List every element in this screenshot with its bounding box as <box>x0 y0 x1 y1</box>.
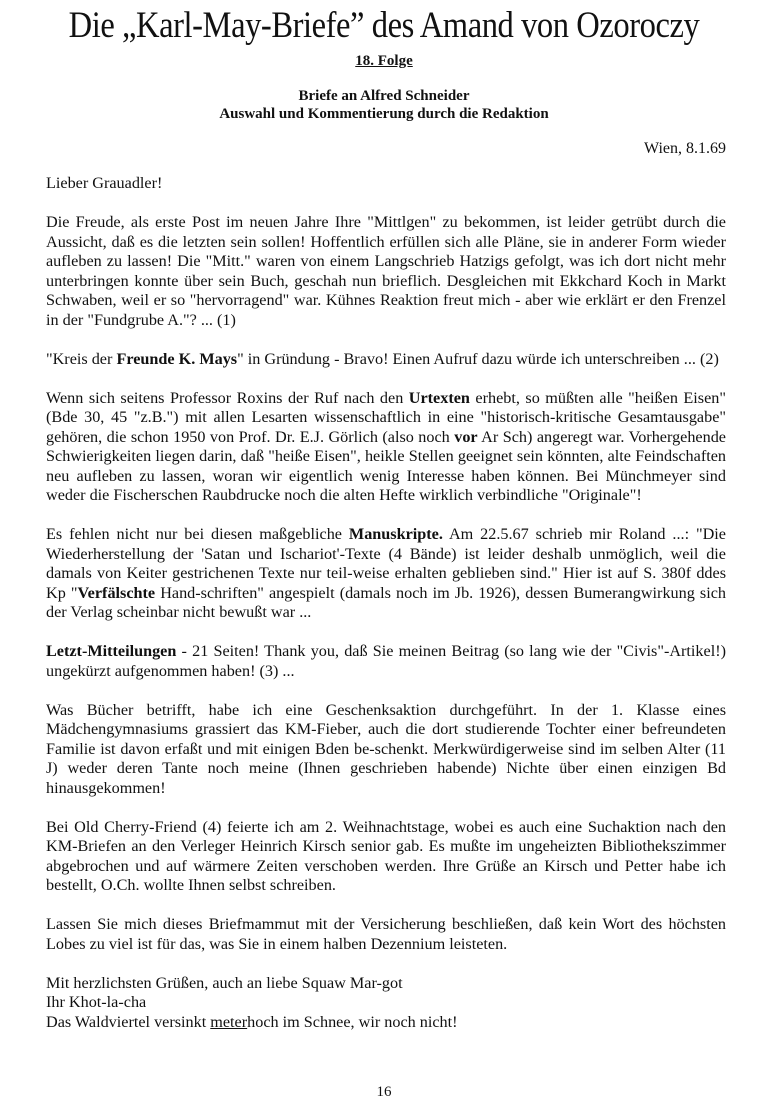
text: Das Waldviertel versinkt <box>46 1012 211 1031</box>
emphasis: Urtexten <box>408 388 470 407</box>
paragraph-4 <box>46 525 726 623</box>
emphasis: vor <box>454 427 478 446</box>
paragraph-1: Die Freude, als erste Post im neuen Jahre Ihre "Mittlgen" zu bekommen, ist leider getrübt durch die Aussicht, daß es die letzten sein sollen! Hoffentlich erfüllen sich alle Pläne, sie in anderer Form wieder aufleben zu lassen! Die "Mitt." waren von einem Langschrieb Hatzigs gefolgt, was ich dort nicht mehr unterbringen konnte über sein Buch, geschah nun brieflich. Desgleichen mit Ekkchard Koch in Markt Schwaben, weil er so "hervorragend" war. Kühnes Reaktion freut mich - aber wie erklärt er den Frenzel in der "Fundgrube A."? ... (1) <box>46 213 726 329</box>
emphasis: Verfälschte <box>77 583 156 602</box>
text: Wenn sich seitens Professor Roxins der Ruf nach den <box>46 388 409 407</box>
text: hoch im Schnee, wir noch nicht! <box>247 1012 458 1031</box>
subtitle <box>0 87 768 123</box>
subtitle-line-2: Auswahl und Kommentierung durch die Redaktion <box>219 106 549 122</box>
paragraph-2 <box>46 350 726 370</box>
closing-line-1: Mit herzlichsten Grüßen, auch an liebe Squaw Mar-got <box>46 973 403 992</box>
paragraph-6: Was Bücher betrifft, habe ich eine Geschenksaktion durchgeführt. In der 1. Klasse eines Mädchengymnasiums grassiert das KM-Fieber, auch die dort studierende Tochter einer befreundeten Familie ist davon erfaßt und mit einigen Bden be-schenkt. Merkwürdigerweise sind im selben Alter (11 J) weder deren Tante noch meine (Ihnen geschrieben habende) Nichte über einen einzigen Bd hinausgekommen! <box>46 700 726 797</box>
text: - 21 Seiten! Thank you, daß Sie meinen Beitrag (so lang wie der "Civis"-Artikel!) ungekürzt aufgenommen haben! (3) ... <box>46 642 726 680</box>
paragraph-5 <box>46 642 726 681</box>
paragraph-3 <box>46 389 726 506</box>
document-title: Die „Karl-May-Briefe” des Amand von Ozoroczy <box>68 5 700 46</box>
text: erhebt, so müßten alle "heißen Eisen" (Bde 30, 45 "z.B.") mit allen Lesarten wissenschaftlich in eine "historisch-kritische Gesamtausgabe" gehören, die schon 1950 von Prof. Dr. E.J. Görlich (also noch <box>46 388 726 446</box>
postscript <box>46 1013 726 1033</box>
text: Hand-schriften" angespielt (damals noch im Jb. 1926), dessen Bumerangwirkung sich der Verlag scheinbar nicht bewußt war ... <box>46 583 726 621</box>
emphasis: Manuskripte. <box>348 525 443 543</box>
paragraph-7: Bei Old Cherry-Friend (4) feierte ich am 2. Weihnachtstage, wobei es auch eine Suchaktion nach den KM-Briefen an den Verleger Heinrich Kirsch senior gab. Es mußte im ungeheizten Bibliothekszimmer abgebrochen und auf wärmere Zeiten verschoben werden. Ihre Grüße an Kirsch und Petter habe ich bestellt, O.Ch. wollte Ihnen selbst schreiben. <box>46 817 726 894</box>
emphasis: Letzt-Mitteilungen <box>46 642 177 660</box>
installment-label: 18. Folge <box>355 53 413 69</box>
subtitle-line-1: Briefe an Alfred Schneider <box>298 88 470 104</box>
text: Es fehlen nicht nur bei diesen maßgebliche <box>46 525 349 543</box>
emphasis: Freunde K. Mays <box>116 349 238 368</box>
letter-body <box>46 174 726 1032</box>
letter-date: Wien, 8.1.69 <box>643 140 726 157</box>
text: Ar Sch) angeregt war. Vorhergehende Schwierigkeiten liegen darin, daß "heiße Eisen", heikle Stellen geeignet sein könnten, alte Feindschaften neu aufleben zu lassen, woran wir eigentlich wenig Interesse haben können. Bei Münchmeyer sind weder die Fischerschen Raubdrucke noch die alten Hefte wirklich verbindliche "Originale"! <box>46 427 726 504</box>
text: Am 22.5.67 schrieb mir Roland ...: "Die Wiederherstellung der 'Satan und Ischariot'-Texte (4 Bände) ist leider deshalb unmöglich, weil die damals von Keiter gestrichenen Texte nur teil-weise erhalten geblieben sind." Hier ist auf S. 380f ddes Kp " <box>46 525 726 602</box>
text: " in Gründung - Bravo! Einen Aufruf dazu würde ich unterschreiben ... (2) <box>237 349 719 368</box>
page-number: 16 <box>376 1084 392 1100</box>
salutation: Lieber Grauadler! <box>46 174 163 192</box>
paragraph-8: Lassen Sie mich dieses Briefmammut mit der Versicherung beschließen, daß kein Wort des höchsten Lobes zu viel ist für das, was Sie in einem halben Dezennium leisteten. <box>46 915 726 953</box>
underlined-word: meter <box>210 1012 248 1031</box>
signature: Ihr Khot-la-cha <box>46 993 147 1011</box>
text: "Kreis der <box>46 349 117 368</box>
